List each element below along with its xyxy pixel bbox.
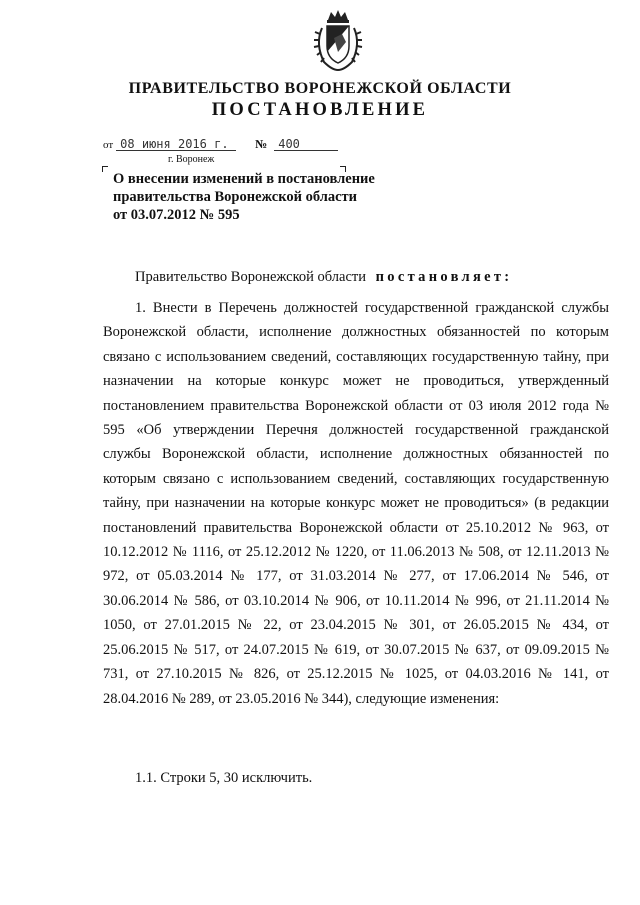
subject-line: от 03.07.2012 № 595 [113, 207, 240, 223]
document-date: 08 июня 2016 г. [116, 138, 236, 151]
document-type-title: ПОСТАНОВЛЕНИЕ [211, 100, 429, 120]
voronezh-coat-of-arms-icon [312, 8, 364, 72]
preamble [135, 269, 512, 286]
document-body [103, 296, 609, 711]
preamble-verb: постановляет: [375, 269, 513, 285]
paragraph-item-1: 1. Внести в Перечень должностей государственной гражданской службы Воронежской области, исполнение должностных обязанностей по которым связано с использованием сведений, составляющих государственную тайну, при назначении на которые конкурс может не проводиться, утвержденный постановлением правительства Воронежской области от 03 июля 2012 года № 595 «Об утверждении Перечня должностей государственной гражданской службы Воронежской области, исполнение должностных обязанностей по которым связано с использованием сведений, составляющих государственную тайну, при назначении на которые конкурс может не проводиться» (в редакции постановлений правительства Воронежской области от 25.10.2012 № 963, от 10.12.2012 № 1116, от 25.12.2012 № 1220, от 11.06.2013 № 508, от 12.11.2013 № 972, от 05.03.2014 № 177, от 31.03.2014 № 277, от 17.06.2014 № 546, от 30.06.2014 № 586, от 03.10.2014 № 906, от 10.11.2014 № 996, от 21.11.2014 № 1050, от 27.01.2015 № 22, от 23.04.2015 № 301, от 26.05.2015 № 434, от 25.06.2015 № 517, от 24.07.2015 № 619, от 30.07.2015 № 637, от 09.09.2015 № 731, от 27.10.2015 № 826, от 25.12.2015 № 1025, от 04.03.2016 № 141, от 28.04.2016 № 289, от 23.05.2016 № 344), следующие изменения: [103, 300, 609, 707]
subject-line: О внесении изменений в постановление [113, 171, 375, 187]
organization-title: ПРАВИТЕЛЬСТВО ВОРОНЕЖСКОЙ ОБЛАСТИ [128, 80, 512, 97]
number-label: № [255, 137, 268, 151]
city-label: г. Воронеж [168, 154, 215, 165]
document-date-number-line [103, 137, 338, 152]
subject-line: правительства Воронежской области [113, 189, 358, 205]
paragraph-item-1-1: 1.1. Строки 5, 30 исключить. [135, 770, 313, 786]
document-number: 400 [274, 138, 338, 151]
preamble-text: Правительство Воронежской области [135, 269, 367, 285]
subject-corner-left [102, 166, 108, 172]
document-subject [113, 170, 375, 224]
date-prefix: от [103, 139, 114, 151]
